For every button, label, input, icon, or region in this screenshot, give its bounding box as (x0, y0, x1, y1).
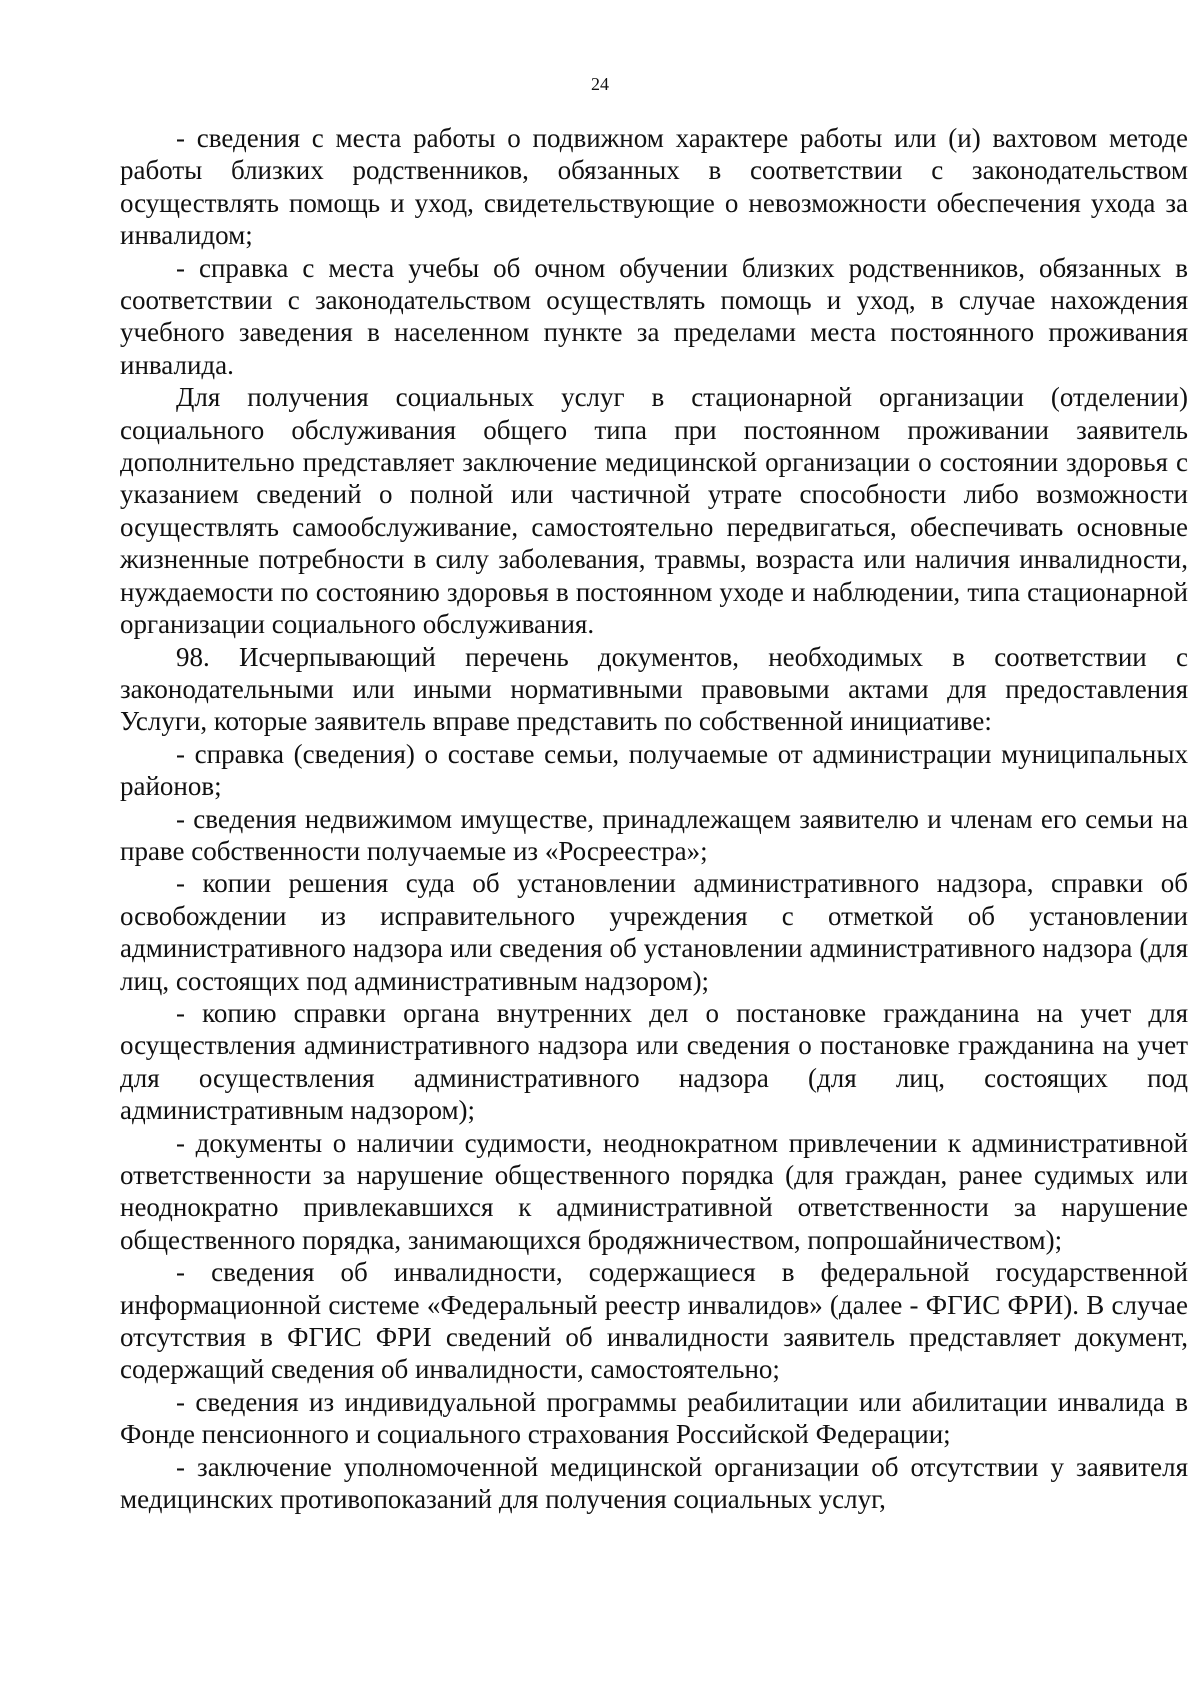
paragraph-court-decision: - копии решения суда об установлении административного надзора, справки об освобождении из исправительного учреждения с отметкой об установлении административного надзора или сведения об установлении административного надзора (для лиц, состоящих под административным надзором); (120, 868, 1188, 996)
paragraph-study-certificate: - справка с места учебы об очном обучении близких родственников, обязанных в соответствии с законодательством осуществлять помощь и уход, в случае нахождения учебного заведения в населенном пункте за пределами места постоянного проживания инвалида. (120, 252, 1188, 380)
paragraph-criminal-record: - документы о наличии судимости, неоднократном привлечении к административной ответственности за нарушение общественного порядка (для граждан, ранее судимых или неоднократно привлекавшихся к административной ответственности за нарушение общественного порядка, занимающихся бродяжничеством, попрошайничеством); (120, 1127, 1188, 1255)
paragraph-stationary-services: Для получения социальных услуг в стационарной организации (отделении) социального обслуживания общего типа при постоянном проживании заявитель дополнительно представляет заключение медицинской организации о состоянии здоровья с указанием сведений о полной или частичной утрате способности либо возможности осуществлять самообслуживание, самостоятельно передвигаться, обеспечивать основные жизненные потребности в силу заболевания, травмы, возраста или наличия инвалидности, нуждаемости по состоянию здоровья в постоянном уходе и наблюдении, типа стационарной организации социального обслуживания. (120, 382, 1188, 640)
paragraph-rehabilitation-program: - сведения из индивидуальной программы реабилитации или абилитации инвалида в Фонде пенсионного и социального страхования Российской Федерации; (120, 1386, 1188, 1450)
paragraph-medical-conclusion: - заключение уполномоченной медицинской организации об отсутствии у заявителя медицинских противопоказаний для получения социальных услуг, (120, 1451, 1188, 1515)
paragraph-real-estate: - сведения недвижимом имуществе, принадлежащем заявителю и членам его семьи на праве собственности получаемые из «Росреестра»; (120, 803, 1188, 866)
paragraph-police-certificate: - копию справки органа внутренних дел о постановке гражданина на учет для осуществления административного надзора или сведения о постановке гражданина на учет для осуществления административного надзора (для лиц, состоящих под административным надзором); (120, 997, 1188, 1126)
paragraph-work-info: - сведения с места работы о подвижном характере работы или (и) вахтовом методе работы близких родственников, обязанных в соответствии с законодательством осуществлять помощь и уход, свидетельствующие о невозможности обеспечения ухода за инвалидом; (120, 123, 1188, 251)
paragraph-disability-info: - сведения об инвалидности, содержащиеся в федеральной государственной информационной системе «Федеральный реестр инвалидов» (далее - ФГИС ФРИ). В случае отсутствия в ФГИС ФРИ сведений об инвалидности заявитель представляет документ, содержащий сведения об инвалидности, самостоятельно; (120, 1257, 1188, 1385)
paragraph-family-certificate: - справка (сведения) о составе семьи, получаемые от администрации муниципальных районов; (120, 738, 1188, 802)
page-number: 24 (591, 74, 609, 94)
document-body (120, 122, 1188, 1515)
paragraph-98-document-list: 98. Исчерпывающий перечень документов, необходимых в соответствии с законодательными или иными нормативными правовыми актами для предоставления Услуги, которые заявитель вправе представить по собственной инициативе: (120, 641, 1188, 737)
